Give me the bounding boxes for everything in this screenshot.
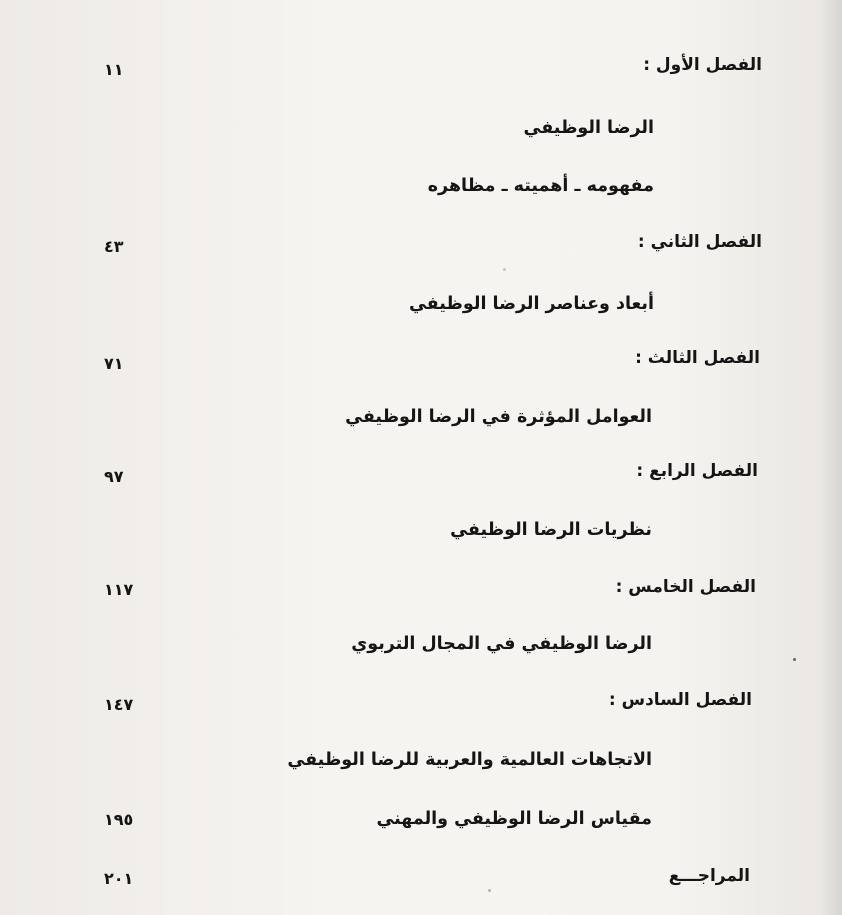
chapter-6-title: الفصل السادس : [608,690,752,710]
chapter-5-subtitle: الرضا الوظيفي في المجال التربوي [351,634,652,654]
chapter-4-subtitle: نظريات الرضا الوظيفي [450,520,652,540]
chapter-6-page-number: ١٤٧ [104,695,134,714]
scan-speck [488,889,491,892]
scan-speck [793,658,796,661]
references-entry-title: المراجـــع [668,866,750,886]
references-entry-page-number: ٢٠١ [104,869,134,888]
chapter-1-subtitle-2: مفهومه ـ أهميته ـ مظاهره [427,176,654,196]
chapter-4-title: الفصل الرابع : [636,461,758,481]
chapter-5-page-number: ١١٧ [104,580,134,599]
chapter-1-title: الفصل الأول : [643,55,762,75]
chapter-3-page-number: ٧١ [104,354,124,373]
chapter-2-subtitle: أبعاد وعناصر الرضا الوظيفي [408,294,654,314]
chapter-2-title: الفصل الثاني : [637,232,762,252]
page-edge-shadow [820,0,842,915]
chapter-5-title: الفصل الخامس : [615,577,756,597]
scale-entry-title: مقياس الرضا الوظيفي والمهني [376,809,652,829]
chapter-4-page-number: ٩٧ [104,467,124,486]
scan-speck [503,268,506,271]
chapter-1-page-number: ١١ [104,60,124,79]
chapter-3-title: الفصل الثالث : [635,348,760,368]
chapter-2-page-number: ٤٣ [104,237,124,256]
chapter-3-subtitle: العوامل المؤثرة في الرضا الوظيفي [345,407,652,427]
scale-entry-page-number: ١٩٥ [104,810,134,829]
chapter-6-subtitle: الاتجاهات العالمية والعربية للرضا الوظيفي [287,750,652,770]
chapter-1-subtitle-1: الرضا الوظيفي [523,118,654,138]
